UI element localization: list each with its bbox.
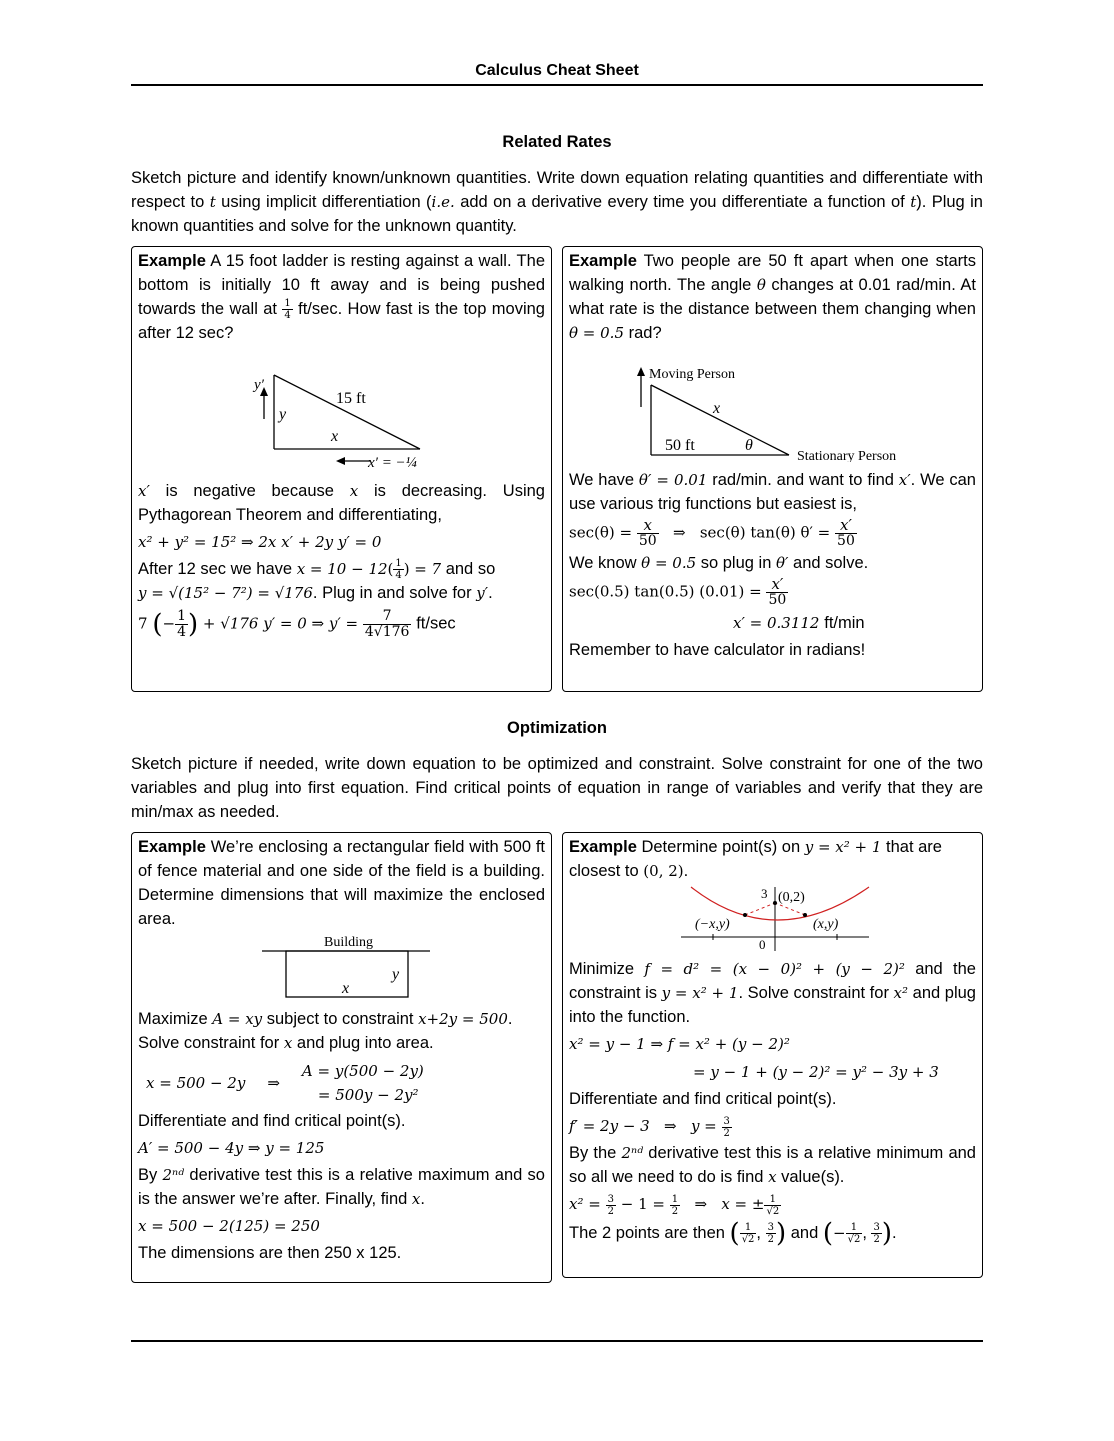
fence-equation-3: x = 500 − 2(125) = 250 [138, 1217, 320, 1235]
two-people-note: Remember to have calculator in radians! [569, 641, 866, 659]
fence-dimensions: The dimensions are then 250 x 125. [138, 1244, 402, 1262]
fence-y-label: y [391, 966, 399, 983]
closest-point-equation-1: x² = y − 1 ⇒ f = x² + (y − 2)² [569, 1035, 790, 1053]
ladder-equation-1: x² + y² = 15² ⇒ 2x x′ + 2y y′ = 0 [138, 533, 382, 552]
fence-x-label: x [341, 980, 349, 997]
fence-equation-2: A′ = 500 − 4y ⇒ y = 125 [138, 1139, 325, 1157]
closest-point-answer: The 2 points are then ( $\frac{1}{√2}$ , $\frac{3}{2}$ ) and (− $\frac{1}{√2}$ , $\frac{3}{2}$ ). [569, 1218, 897, 1249]
two-people-50ft-label: 50 ft [665, 437, 695, 454]
ladder-figure [242, 353, 442, 473]
parabola-figure [673, 881, 873, 955]
closest-point-equation-3: f′ = 2y − 3 ⇒ y = $\frac{3}{2}$ [569, 1115, 730, 1139]
fence-figure [242, 933, 442, 999]
example-ladder-statement: Example A 15 foot ladder is resting against a wall. The bottom is initially 10 ft away and is being pushed towards the wall at $\frac{1}{4}$ ft/sec. How fast is the top moving after 12 sec? [138, 252, 545, 343]
parabola-tick-0: 0 [758, 937, 765, 952]
two-people-figure [609, 357, 899, 462]
fence-differentiate: Differentiate and find critical point(s). [138, 1112, 406, 1130]
page-title: Calculus Cheat Sheet [475, 62, 639, 79]
ladder-xrate-label: x′ = −¼ [367, 455, 417, 472]
two-people-result: x′ = 0.3112 ft/min [733, 614, 865, 632]
two-people-explanation: We have θ′ = 0.01 rad/min. and want to find x′. We can use various trig functions but easiest is, [569, 471, 976, 513]
footer-rule [131, 1340, 983, 1342]
closest-point-second-derivative: By the 2ⁿᵈ derivative test this is a relative minimum and so all we need to do is find x value(s). [569, 1144, 976, 1186]
closest-point-equation-2: = y − 1 + (y − 2)² = y² − 3y + 3 [693, 1063, 939, 1081]
moving-person-label: Moving Person [649, 367, 735, 382]
parabola-right-point: (x,y) [812, 917, 838, 932]
example-fence-statement: Example We’re enclosing a rectangular field with 500 ft of fence material and one side of the field is a building. Determine dimensions that will maximize the enclosed area. [138, 838, 545, 928]
section-title-related-rates: Related Rates [502, 133, 612, 151]
ladder-y-label: y [278, 406, 286, 424]
ladder-explanation: x′ is negative because x is decreasing. Using Pythagorean Theorem and differentiating, [138, 482, 545, 525]
ladder-solution-equation: 7 (− $\frac{1}{4}$ ) + √176 y′ = 0 ⇒ y′ = $\frac{7}{4√176}$ ft/sec [138, 608, 456, 641]
ladder-yprime-label: y′ [253, 377, 264, 394]
building-label: Building [323, 935, 373, 950]
parabola-tick-3: 3 [760, 886, 767, 901]
fence-maximize: Maximize A = xy subject to constraint x+2y = 500. Solve constraint for x and plug into area. [138, 1010, 513, 1052]
closest-point-minimize: Minimize f = d² = (x − 0)² + (y − 2)² and the constraint is y = x² + 1. Solve constraint for x² and plug into the function. [569, 960, 976, 1026]
two-people-know-theta: We know θ = 0.5 so plug in θ′ and solve. [569, 554, 869, 572]
example-two-people-box [562, 246, 983, 692]
fence-equation-1: x = 500 − 2y ⇒ A = y(500 − 2y) = 500y − 2y² [146, 1062, 424, 1104]
example-fence-box [131, 832, 552, 1283]
ladder-after-12-sec: After 12 sec we have x = 10 − 12( $\frac{1}{4}$ ) = 7 and so y = √(15² − 7²) = √176. Plug in and solve for y′. [138, 558, 496, 603]
section-title-optimization: Optimization [507, 719, 607, 737]
optimization-intro: Sketch picture if needed, write down equation to be optimized and constraint. Solve constraint for one of the two variables and plug into first equation. Find critical points of equation in range of variables and verify that they are min/max as needed. [131, 755, 983, 821]
related-rates-intro: Sketch picture and identify known/unknown quantities. Write down equation relating quantities and differentiate with respect to t using implicit differentiation (i.e. add on a derivative every time you differentiate a function of t). Plug in known quantities and solve for the unknown quantity. [131, 169, 983, 235]
closest-point-equation-4: x² = $\frac{3}{2}$ − 1 = $\frac{1}{2}$ ⇒ x = ± $\frac{1}{√2}$ [569, 1193, 780, 1217]
parabola-point-02: (0,2) [777, 890, 805, 905]
closest-point-differentiate: Differentiate and find critical point(s). [569, 1090, 837, 1108]
ladder-hyp-label: 15 ft [335, 390, 366, 408]
example-closest-point-statement: Example Determine point(s) on y = x² + 1 that are closest to (0, 2). [569, 838, 942, 880]
fence-second-derivative: By 2ⁿᵈ derivative test this is a relative maximum and so is the answer we’re after. Finally, find x. [138, 1166, 545, 1208]
ladder-x-label: x [330, 428, 338, 446]
two-people-x-label: x [713, 400, 721, 417]
example-ladder-box [131, 246, 552, 692]
page-header [131, 62, 983, 86]
example-two-people-statement: Example Two people are 50 ft apart when one starts walking north. The angle θ changes at 0.01 rad/min. At what rate is the distance between them changing when θ = 0.5 rad? [569, 252, 976, 342]
two-people-equation-1: sec(θ) = $\frac{x}{50}$ ⇒ sec(θ) tan(θ) θ′ = $\frac{x'}{50}$ [569, 516, 855, 549]
stationary-person-label: Stationary Person [797, 449, 897, 462]
parabola-left-point: (−x,y) [694, 917, 730, 932]
two-people-equation-2: sec(0.5) tan(0.5) (0.01) = $\frac{x'}{50}$ [569, 575, 787, 608]
two-people-theta-label: θ [745, 437, 753, 454]
example-closest-point-box [562, 832, 983, 1278]
